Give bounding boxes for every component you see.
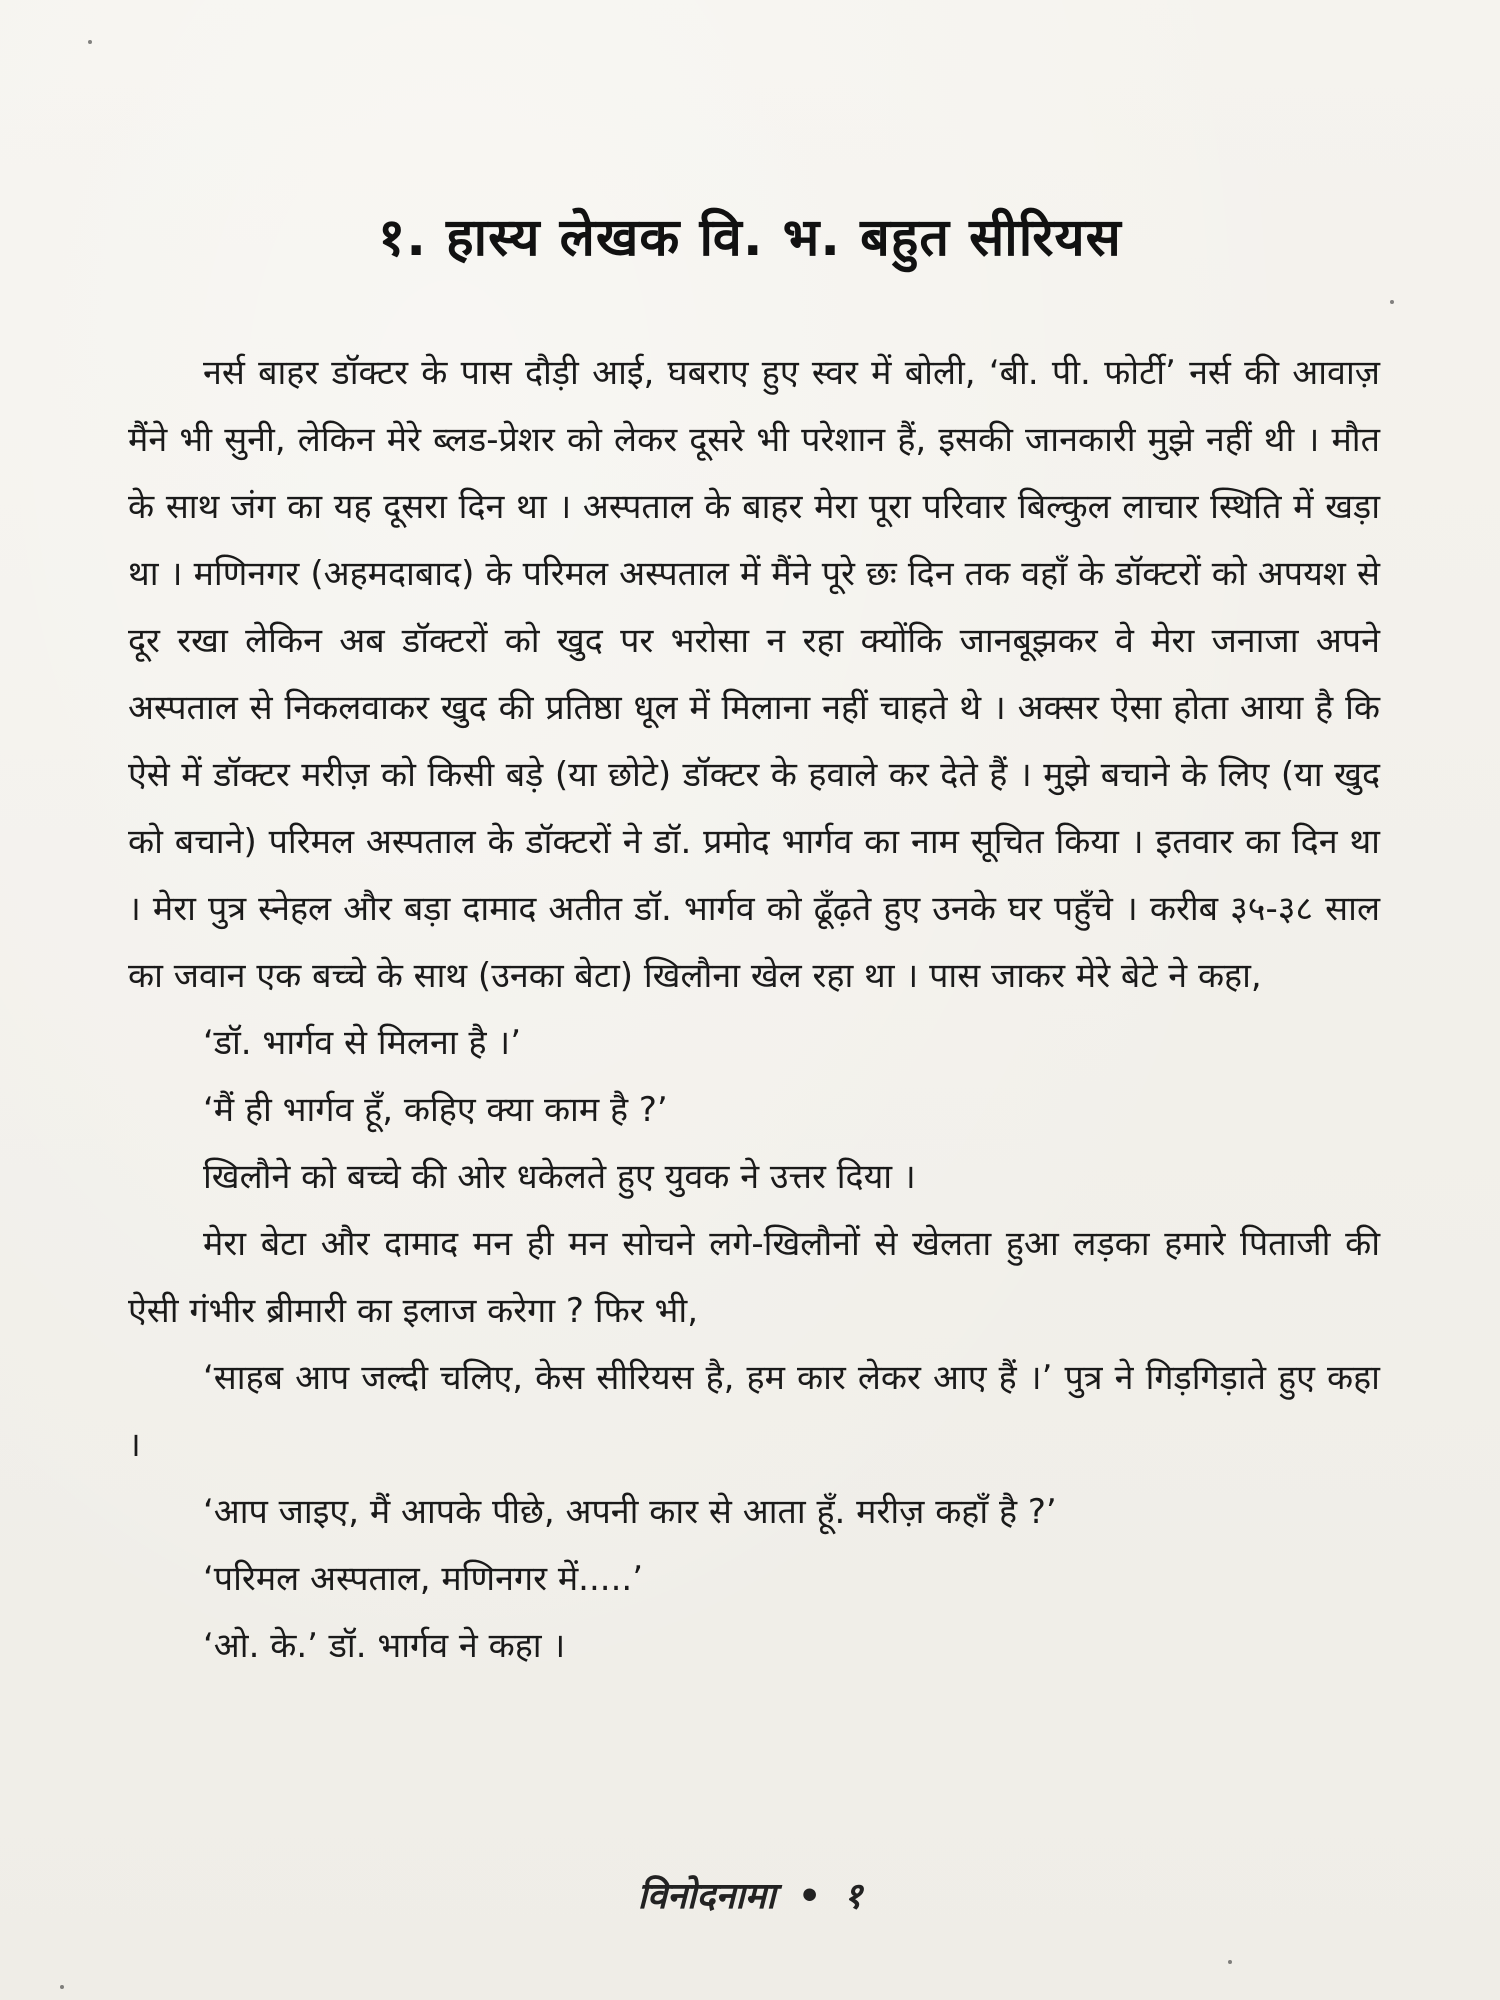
- paragraph-8: ‘परिमल अस्पताल, मणिनगर में.....’: [203, 1559, 644, 1599]
- paragraph-4: खिलौने को बच्चे की ओर धकेलते हुए युवक ने उत्तर दिया ।: [203, 1157, 916, 1197]
- paragraph-1: नर्स बाहर डॉक्टर के पास दौड़ी आई, घबराए हुए स्वर में बोली, ‘बी. पी. फोर्टी’ नर्स की आवाज़ मैंने भी सुनी, लेकिन मेरे ब्लड-प्रेशर को लेकर दूसरे भी परेशान हैं, इसकी जानकारी मुझे नहीं थी । मौत के साथ जंग का यह दूसरा दिन था । अस्पताल के बाहर मेरा पूरा परिवार बिल्कुल लाचार स्थिति में खड़ा था । मणिनगर (अहमदाबाद) के परिमल अस्पताल में मैंने पूरे छः दिन तक वहाँ के डॉक्टरों को अपयश से दूर रखा लेकिन अब डॉक्टरों को खुद पर भरोसा न रहा क्योंकि जानबूझकर वे मेरा जनाजा अपने अस्पताल से निकलवाकर खुद की प्रतिष्ठा धूल में मिलाना नहीं चाहते थे । अक्सर ऐसा होता आया है कि ऐसे में डॉक्टर मरीज़ को किसी बड़े (या छोटे) डॉक्टर के हवाले कर देते हैं । मुझे बचाने के लिए (या खुद को बचाने) परिमल अस्पताल के डॉक्टरों ने डॉ. प्रमोद भार्गव का नाम सूचित किया । इतवार का दिन था । मेरा पुत्र स्नेहल और बड़ा दामाद अतीत डॉ. भार्गव को ढूँढ़ते हुए उनके घर पहुँचे । करीब ३५-३८ साल का जवान एक बच्चे के साथ (उनका बेटा) खिलौना खेल रहा था । पास जाकर मेरे बेटे ने कहा,: [128, 353, 1380, 996]
- paragraph-6: ‘साहब आप जल्दी चलिए, केस सीरियस है, हम कार लेकर आए हैं ।’ पुत्र ने गिड़गिड़ाते हुए कहा ।: [128, 1358, 1380, 1465]
- scan-speck: [88, 40, 92, 44]
- paragraph-9: ‘ओ. के.’ डॉ. भार्गव ने कहा ।: [203, 1626, 566, 1666]
- scan-speck: [60, 1985, 64, 1989]
- chapter-title: १. हास्य लेखक वि. भ. बहुत सीरियस: [378, 208, 1122, 268]
- paragraph-7: ‘आप जाइए, मैं आपके पीछे, अपनी कार से आता हूँ. मरीज़ कहाँ है ?’: [203, 1492, 1057, 1532]
- footer-separator: •: [798, 1876, 822, 1917]
- paragraph-5: मेरा बेटा और दामाद मन ही मन सोचने लगे-खिलौनों से खेलता हुआ लड़का हमारे पिताजी की ऐसी गंभीर ब्रीमारी का इलाज करेगा ? फिर भी,: [128, 1224, 1380, 1331]
- chapter-body: [128, 340, 1380, 1680]
- book-name: विनोदनामा: [637, 1876, 776, 1917]
- page-number: १: [843, 1876, 863, 1917]
- scan-speck: [1390, 300, 1394, 304]
- paragraph-2: ‘डॉ. भार्गव से मिलना है ।’: [203, 1023, 522, 1063]
- scan-speck: [1228, 1960, 1232, 1964]
- paragraph-3: ‘मैं ही भार्गव हूँ, कहिए क्या काम है ?’: [203, 1090, 668, 1130]
- page-footer: [0, 1870, 1500, 1919]
